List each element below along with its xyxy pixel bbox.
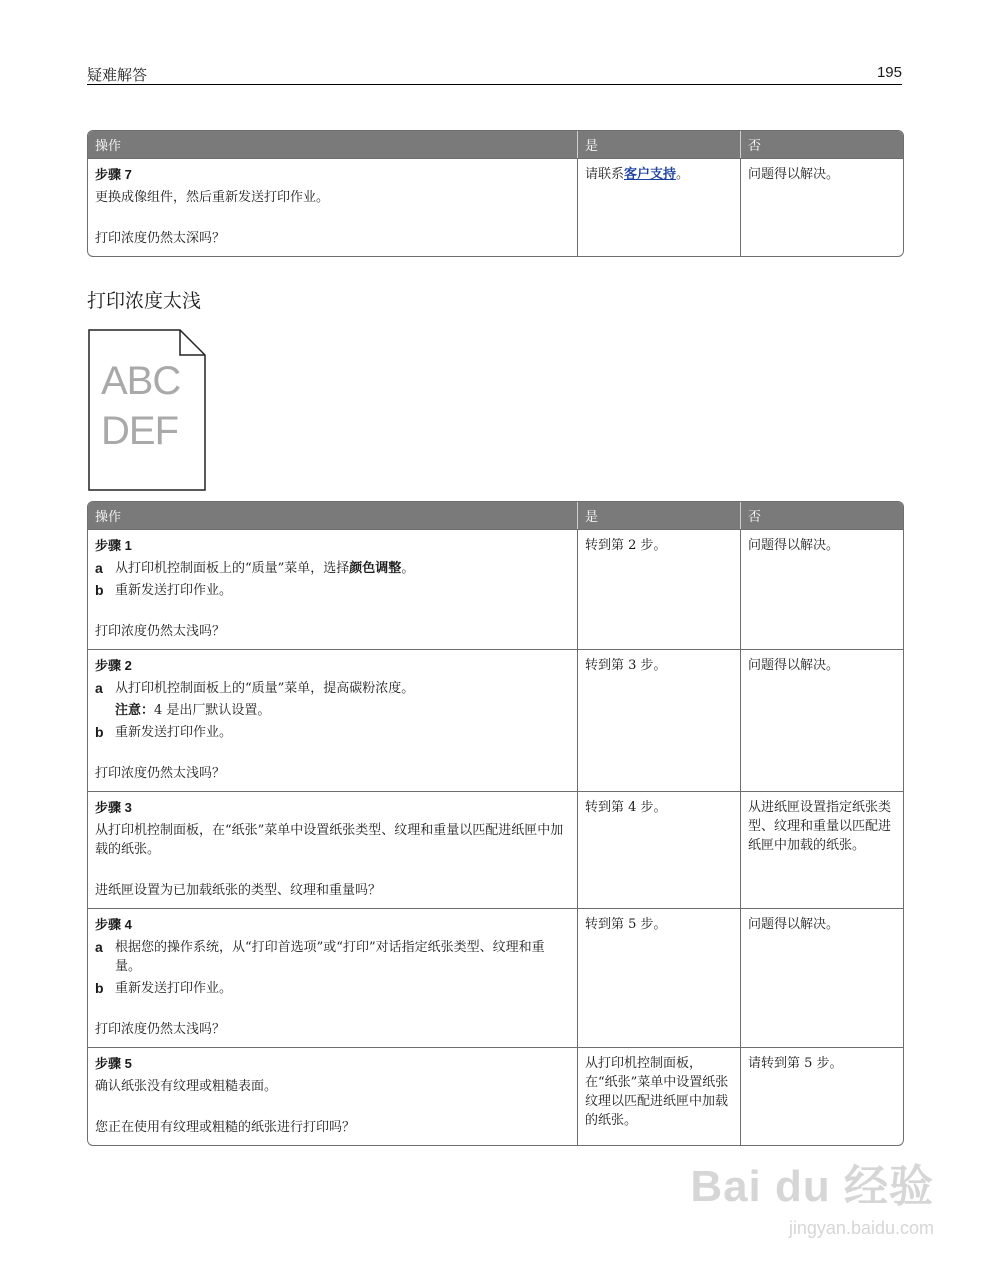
no-cell: 问题得以解决。	[740, 649, 903, 791]
no-cell: 问题得以解决。	[740, 908, 903, 1047]
step-instruction: 更换成像组件，然后重新发送打印作业。	[95, 190, 330, 205]
step-label: 步骤 1	[95, 538, 132, 553]
step-label: 步骤 2	[95, 658, 132, 673]
step-label: 步骤 7	[95, 167, 132, 182]
step-label: 步骤 5	[95, 1056, 132, 1071]
step-label: 步骤 3	[95, 800, 132, 815]
action-cell	[88, 791, 577, 908]
substep-text: 重新发送打印作业。	[115, 725, 233, 740]
action-cell	[88, 529, 577, 649]
substep-a	[95, 559, 570, 578]
substep-marker: b	[95, 724, 104, 740]
step-label: 步骤 4	[95, 917, 132, 932]
action-cell	[88, 649, 577, 791]
step-instruction: 确认纸张没有纹理或粗糙表面。	[95, 1079, 278, 1094]
watermark-url: jingyan.baidu.com	[788, 1218, 934, 1238]
header-rule	[87, 84, 902, 85]
sample-line-1: ABC	[101, 359, 181, 403]
table-row	[88, 1047, 903, 1145]
yes-cell	[577, 158, 740, 256]
sample-text	[101, 356, 180, 456]
substep-marker: a	[95, 680, 103, 696]
action-cell	[88, 1047, 577, 1145]
substep-text: 重新发送打印作业。	[115, 583, 233, 598]
yes-suffix: 。	[676, 167, 690, 182]
table-row	[88, 908, 903, 1047]
table-row	[88, 649, 903, 791]
yes-cell: 从打印机控制面板，在“纸张”菜单中设置纸张纹理以匹配进纸匣中加载的纸张。	[577, 1047, 740, 1145]
yes-cell: 转到第 2 步。	[577, 529, 740, 649]
header-action: 操作	[88, 131, 577, 158]
substep-text: 重新发送打印作业。	[115, 981, 233, 996]
table-header-row	[88, 502, 903, 529]
watermark-logo: Bai du 经验	[690, 1162, 934, 1211]
no-cell: 从进纸匣设置指定纸张类型、纹理和重量以匹配进纸匣中加载的纸张。	[740, 791, 903, 908]
action-cell	[88, 158, 577, 256]
step-question: 打印浓度仍然太浅吗？	[95, 766, 226, 781]
substep-b	[95, 581, 570, 600]
header-yes: 是	[577, 502, 740, 529]
table-row	[88, 529, 903, 649]
step-question: 打印浓度仍然太深吗？	[95, 231, 226, 246]
step-question: 进纸匣设置为已加载纸张的类型、纹理和重量吗？	[95, 883, 382, 898]
substep-a	[95, 679, 570, 698]
substep-text: 根据您的操作系统，从“打印首选项”或“打印”对话指定纸张类型、纹理和重量。	[115, 940, 545, 974]
header-action: 操作	[88, 502, 577, 529]
yes-prefix: 请联系	[585, 167, 625, 182]
table-header-row	[88, 131, 903, 158]
substep-marker: b	[95, 980, 104, 996]
step-question: 打印浓度仍然太浅吗？	[95, 624, 226, 639]
header-no: 否	[740, 502, 903, 529]
substep-end: 。	[401, 561, 415, 576]
step-question: 您正在使用有纹理或粗糙的纸张进行打印吗？	[95, 1120, 356, 1135]
substep-marker: a	[95, 560, 103, 576]
action-cell	[88, 908, 577, 1047]
troubleshooting-table-light	[87, 501, 904, 1146]
header-yes: 是	[577, 131, 740, 158]
step-instruction: 从打印机控制面板，在“纸张”菜单中设置纸张类型、纹理和重量以匹配进纸匣中加载的纸张。	[95, 823, 564, 857]
no-cell: 问题得以解决。	[740, 158, 903, 256]
substep-b	[95, 979, 570, 998]
page-number: 195	[876, 64, 902, 81]
color-adjust-term: 颜色调整	[349, 561, 402, 576]
note-label: 注意：	[115, 703, 155, 718]
section-title: 打印浓度太浅	[87, 290, 202, 312]
substep-b	[95, 723, 570, 742]
substep-text: 从打印机控制面板上的“质量”菜单，提高碳粉浓度。	[115, 681, 415, 696]
yes-cell: 转到第 4 步。	[577, 791, 740, 908]
yes-cell: 转到第 5 步。	[577, 908, 740, 1047]
table-row	[88, 158, 903, 256]
substep-marker: b	[95, 582, 104, 598]
customer-support-link[interactable]: 客户支持	[624, 167, 677, 182]
watermark	[690, 1150, 934, 1239]
sample-line-2: DEF	[101, 409, 178, 453]
step-question: 打印浓度仍然太浅吗？	[95, 1022, 226, 1037]
note-text: 4 是出厂默认设置。	[154, 703, 271, 718]
substep-marker: a	[95, 939, 103, 955]
substep-a	[95, 938, 570, 976]
header-title: 疑难解答	[87, 66, 148, 84]
note	[115, 701, 570, 720]
yes-cell: 转到第 3 步。	[577, 649, 740, 791]
no-cell: 请转到第 5 步。	[740, 1047, 903, 1145]
substep-text: 从打印机控制面板上的“质量”菜单，选择	[115, 561, 350, 576]
table-row	[88, 791, 903, 908]
header-no: 否	[740, 131, 903, 158]
no-cell: 问题得以解决。	[740, 529, 903, 649]
troubleshooting-table-dark	[87, 130, 904, 257]
